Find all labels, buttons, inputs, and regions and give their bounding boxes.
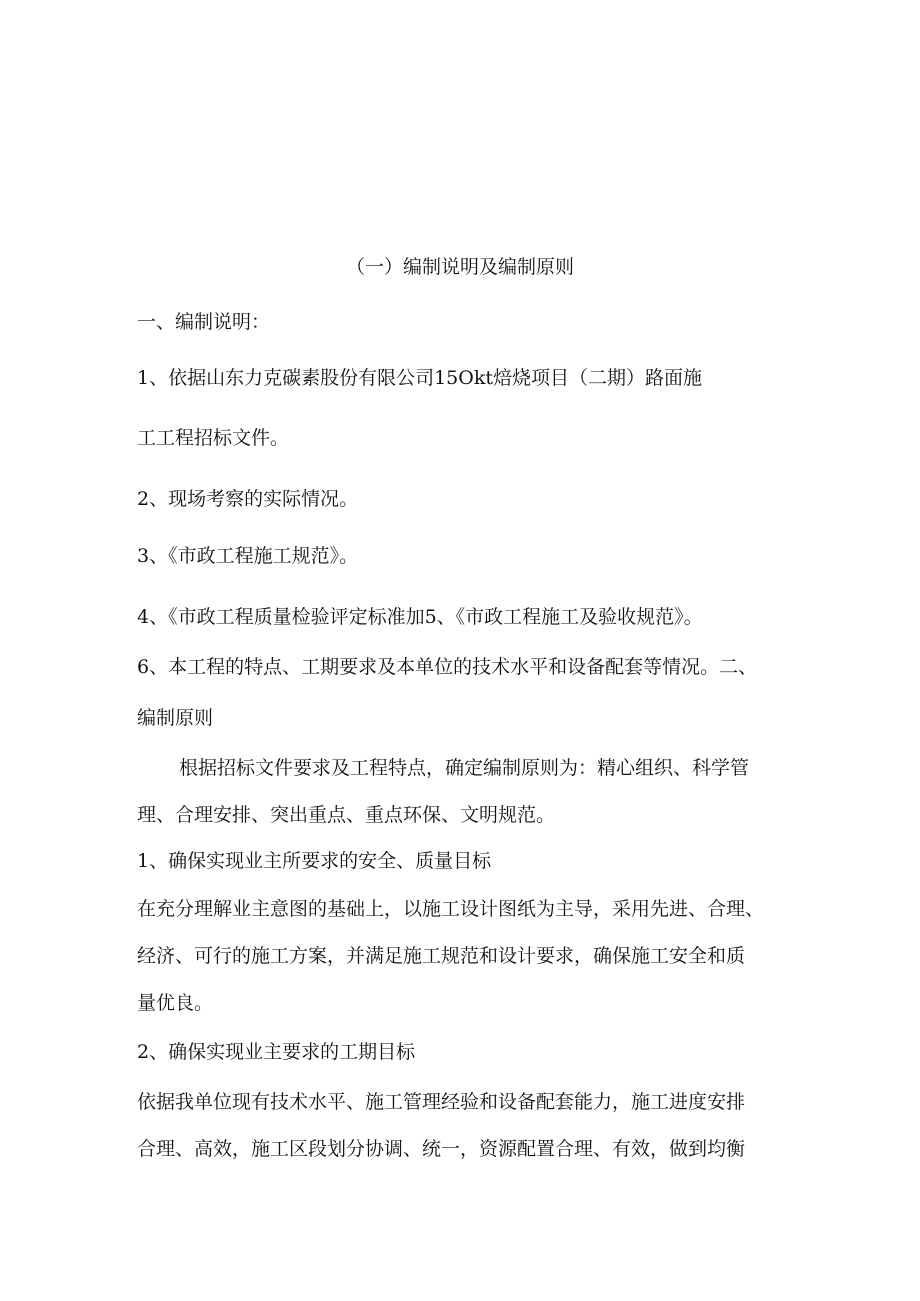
- section-heading: 一、编制说明：: [137, 311, 271, 333]
- subsection-heading: 2、确保实现业主要求的工期目标: [137, 1041, 416, 1063]
- paragraph-line: 6、本工程的特点、工期要求及本单位的技术水平和设备配套等情况。二、: [137, 656, 758, 678]
- paragraph-line: 经济、可行的施工方案，并满足施工规范和设计要求，确保施工安全和质: [137, 945, 746, 967]
- paragraph-line: 理、合理安排、突出重点、重点环保、文明规范。: [137, 804, 556, 826]
- paragraph-line: 工工程招标文件。: [137, 427, 290, 449]
- document-title: （一）编制说明及编制原则: [345, 256, 574, 278]
- paragraph-line: 根据招标文件要求及工程特点，确定编制原则为：精心组织、科学管: [179, 757, 750, 779]
- section-heading: 编制原则: [137, 707, 214, 729]
- paragraph-line: 量优良。: [137, 992, 214, 1014]
- paragraph-line: 3、《市政工程施工规范》。: [137, 545, 359, 567]
- subsection-heading: 1、确保实现业主所要求的安全、质量目标: [137, 850, 492, 872]
- paragraph-line: 依据我单位现有技术水平、施工管理经验和设备配套能力，施工进度安排: [137, 1091, 746, 1113]
- paragraph-line: 在充分理解业主意图的基础上，以施工设计图纸为主导，采用先进、合理、: [137, 898, 765, 920]
- paragraph-line: 2、现场考察的实际情况。: [137, 488, 359, 510]
- paragraph-line: 合理、高效，施工区段划分协调、统一，资源配置合理、有效，做到均衡: [137, 1138, 746, 1160]
- paragraph-line: 4、《市政工程质量检验评定标准加5、《市政工程施工及验收规范》。: [137, 606, 703, 628]
- paragraph-line: 1、依据山东力克碳素股份有限公司15Okt焙烧项目（二期）路面施: [137, 367, 702, 389]
